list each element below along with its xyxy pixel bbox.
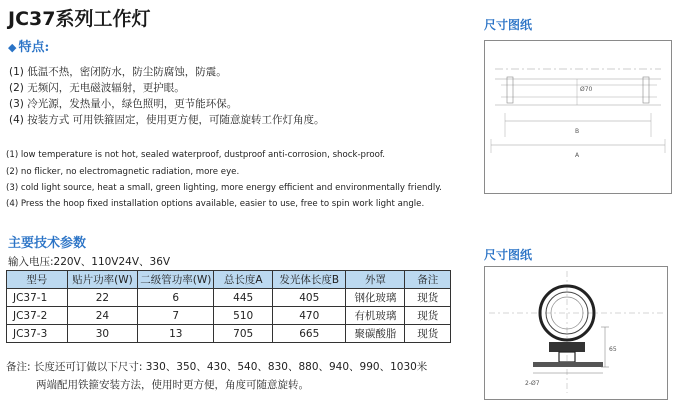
hoop-bracket-diagram	[484, 266, 668, 400]
table-cell: 22	[67, 289, 138, 307]
table-cell: 405	[273, 289, 346, 307]
length-a-label: A	[575, 152, 580, 159]
column-header: 二级管功率(W)	[138, 271, 214, 289]
features-heading	[8, 36, 49, 55]
table-cell: 现货	[405, 325, 451, 343]
feature-cn-1: (1) 低温不热，密闭防水，防尘防腐蚀，防震。	[9, 66, 227, 78]
table-cell: 705	[214, 325, 273, 343]
dimension-drawing-heading-top: 尺寸图纸	[484, 18, 533, 32]
feature-en-4: (4) Press the hoop fixed installation options available, easier to use, free to spin work light angle.	[6, 199, 425, 209]
feature-en-3: (3) cold light source, heat a small, green lighting, more energy efficient and environmentally friendly.	[6, 183, 442, 193]
table-cell: 665	[273, 325, 346, 343]
column-header: 备注	[405, 271, 451, 289]
table-cell: 24	[67, 307, 138, 325]
table-cell: 510	[214, 307, 273, 325]
note-installation: 两端配用铁箍安装方法，使用时更方便，角度可随意旋转。	[36, 379, 309, 391]
features-heading-text: 特点:	[18, 40, 50, 55]
table-cell: JC37-1	[7, 289, 68, 307]
table-row	[7, 307, 451, 325]
feature-cn-2: (2) 无频闪，无电磁波辐射，更护眼。	[9, 82, 185, 94]
table-cell: JC37-3	[7, 325, 68, 343]
lamp-side-view-diagram	[484, 40, 672, 194]
table-cell: 6	[138, 289, 214, 307]
table-cell: 470	[273, 307, 346, 325]
table-cell: 有机玻璃	[346, 307, 405, 325]
table-cell: 聚碳酸脂	[346, 325, 405, 343]
height-label: 65	[609, 346, 617, 353]
table-row	[7, 325, 451, 343]
spec-table	[6, 270, 451, 343]
feature-cn-4: (4) 按装方式 可用铁箍固定，使用更方便，可随意旋转工作灯角度。	[9, 114, 325, 126]
feature-cn-3: (3) 冷光源，发热量小，绿色照明，更节能环保。	[9, 98, 238, 110]
column-header: 发光体长度B	[273, 271, 346, 289]
table-row	[7, 289, 451, 307]
table-cell: JC37-2	[7, 307, 68, 325]
table-header-row	[7, 271, 451, 289]
column-header: 贴片功率(W)	[67, 271, 138, 289]
table-cell: 现货	[405, 307, 451, 325]
diamond-bullet-icon: ◆	[8, 41, 17, 54]
table-cell: 445	[214, 289, 273, 307]
column-header: 型号	[7, 271, 68, 289]
feature-en-2: (2) no flicker, no electromagnetic radiation, more eye.	[6, 167, 240, 177]
hole-label: 2-Ø7	[525, 380, 540, 387]
column-header: 外罩	[346, 271, 405, 289]
note-lengths: 备注: 长度还可订做以下尺寸: 330、350、430、540、830、880、940、990、1030米	[6, 361, 428, 373]
table-cell: 钢化玻璃	[346, 289, 405, 307]
table-cell: 30	[67, 325, 138, 343]
table-cell: 7	[138, 307, 214, 325]
length-b-label: B	[575, 128, 580, 135]
page-title: JC37系列工作灯	[8, 8, 151, 30]
dimension-drawing-heading-bottom: 尺寸图纸	[484, 248, 533, 262]
table-cell: 13	[138, 325, 214, 343]
params-heading: 主要技术参数	[8, 236, 87, 251]
diameter-label: Ø70	[580, 86, 593, 93]
table-cell: 现货	[405, 289, 451, 307]
input-voltage: 输入电压:220V、110V24V、36V	[8, 256, 171, 268]
hoop-bracket-drawing	[485, 267, 667, 399]
feature-en-1: (1) low temperature is not hot, sealed waterproof, dustproof anti-corrosion, shock-proof.	[6, 150, 386, 160]
lamp-side-view-drawing	[485, 41, 671, 193]
column-header: 总长度A	[214, 271, 273, 289]
